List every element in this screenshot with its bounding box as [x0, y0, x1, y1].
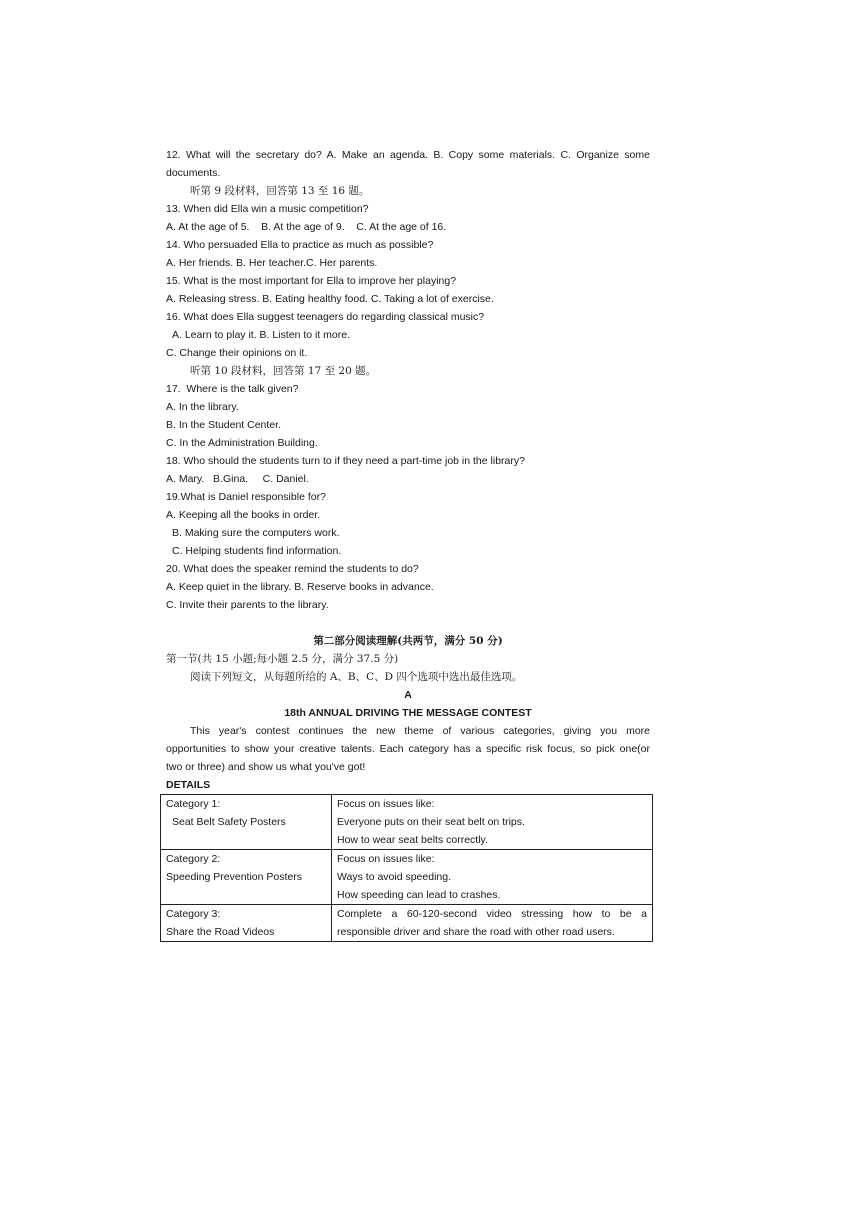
- focus-line: responsible driver and share the road with other road users.: [337, 926, 615, 938]
- part-title: 第二部分阅读理解(共两节，满分 50 分): [313, 635, 503, 647]
- passage-title: 18th ANNUAL DRIVING THE MESSAGE CONTEST: [284, 707, 532, 719]
- details-table: [160, 794, 653, 942]
- category-number: Category 3:: [166, 908, 221, 920]
- q12-line1: 12. What will the secretary do? A. Make an agenda. B. Copy some materials. C. Organize some: [166, 149, 650, 161]
- passage-letter: A: [404, 689, 412, 701]
- intro-line1: This year's contest continues the new theme of various categories, giving you more: [190, 725, 650, 737]
- category-name: Seat Belt Safety Posters: [172, 816, 286, 828]
- q17-option-c: C. In the Administration Building.: [166, 437, 318, 449]
- section-title: 第一节(共 15 小题;每小题 2.5 分，满分 37.5 分): [166, 653, 399, 665]
- q18-options: A. Mary. B.Gina. C. Daniel.: [166, 473, 309, 485]
- intro-line2: opportunities to show your creative talents. Each category has a specific risk focus, so pick one(or: [166, 743, 650, 755]
- q17-option-b: B. In the Student Center.: [166, 419, 281, 431]
- focus-cell: [332, 905, 653, 942]
- table-row: [161, 795, 653, 850]
- focus-cell: [332, 795, 653, 850]
- q19-option-c: C. Helping students find information.: [172, 545, 342, 557]
- focus-line: Everyone puts on their seat belt on trips.: [337, 816, 525, 828]
- category-name: Speeding Prevention Posters: [166, 871, 303, 883]
- focus-line: Complete a 60-120-second video stressing how to be a: [337, 908, 647, 920]
- reading-instruction: 阅读下列短文，从每题所给的 A、B、C、D 四个选项中选出最佳选项。: [190, 671, 523, 683]
- q16-option-c: C. Change their opinions on it.: [166, 347, 308, 359]
- q17-question: 17. Where is the talk given?: [166, 383, 299, 395]
- category-cell: [161, 795, 332, 850]
- focus-cell: [332, 850, 653, 905]
- table-row: [161, 905, 653, 942]
- q15-options: A. Releasing stress. B. Eating healthy food. C. Taking a lot of exercise.: [166, 293, 494, 305]
- category-cell: [161, 905, 332, 942]
- q16-options-ab: A. Learn to play it. B. Listen to it more.: [172, 329, 351, 341]
- q20-options-ab: A. Keep quiet in the library. B. Reserve books in advance.: [166, 581, 434, 593]
- q16-question: 16. What does Ella suggest teenagers do regarding classical music?: [166, 311, 485, 323]
- intro-line3: two or three) and show us what you've got!: [166, 761, 366, 773]
- category-number: Category 2:: [166, 853, 221, 865]
- details-label: DETAILS: [166, 779, 211, 791]
- section9-instruction: 听第 9 段材料，回答第 13 至 16 题。: [190, 185, 370, 197]
- q13-options: A. At the age of 5. B. At the age of 9. C. At the age of 16.: [166, 221, 447, 233]
- section10-instruction: 听第 10 段材料，回答第 17 至 20 题。: [190, 365, 377, 377]
- q14-options: A. Her friends. B. Her teacher.C. Her parents.: [166, 257, 378, 269]
- focus-line: How to wear seat belts correctly.: [337, 834, 488, 846]
- q20-question: 20. What does the speaker remind the students to do?: [166, 563, 419, 575]
- table-row: [161, 850, 653, 905]
- q19-question: 19.What is Daniel responsible for?: [166, 491, 326, 503]
- focus-line: Focus on issues like:: [337, 853, 435, 865]
- q19-option-b: B. Making sure the computers work.: [172, 527, 340, 539]
- category-cell: [161, 850, 332, 905]
- q19-option-a: A. Keeping all the books in order.: [166, 509, 321, 521]
- q20-option-c: C. Invite their parents to the library.: [166, 599, 329, 611]
- exam-page: [166, 146, 650, 794]
- q17-option-a: A. In the library.: [166, 401, 239, 413]
- focus-line: Ways to avoid speeding.: [337, 871, 452, 883]
- category-number: Category 1:: [166, 798, 221, 810]
- q12-line2: documents.: [166, 167, 221, 179]
- category-name: Share the Road Videos: [166, 926, 275, 938]
- focus-line: How speeding can lead to crashes.: [337, 889, 501, 901]
- q13-question: 13. When did Ella win a music competition?: [166, 203, 369, 215]
- q18-question: 18. Who should the students turn to if they need a part-time job in the library?: [166, 455, 525, 467]
- focus-line: Focus on issues like:: [337, 798, 435, 810]
- q14-question: 14. Who persuaded Ella to practice as much as possible?: [166, 239, 434, 251]
- q15-question: 15. What is the most important for Ella to improve her playing?: [166, 275, 457, 287]
